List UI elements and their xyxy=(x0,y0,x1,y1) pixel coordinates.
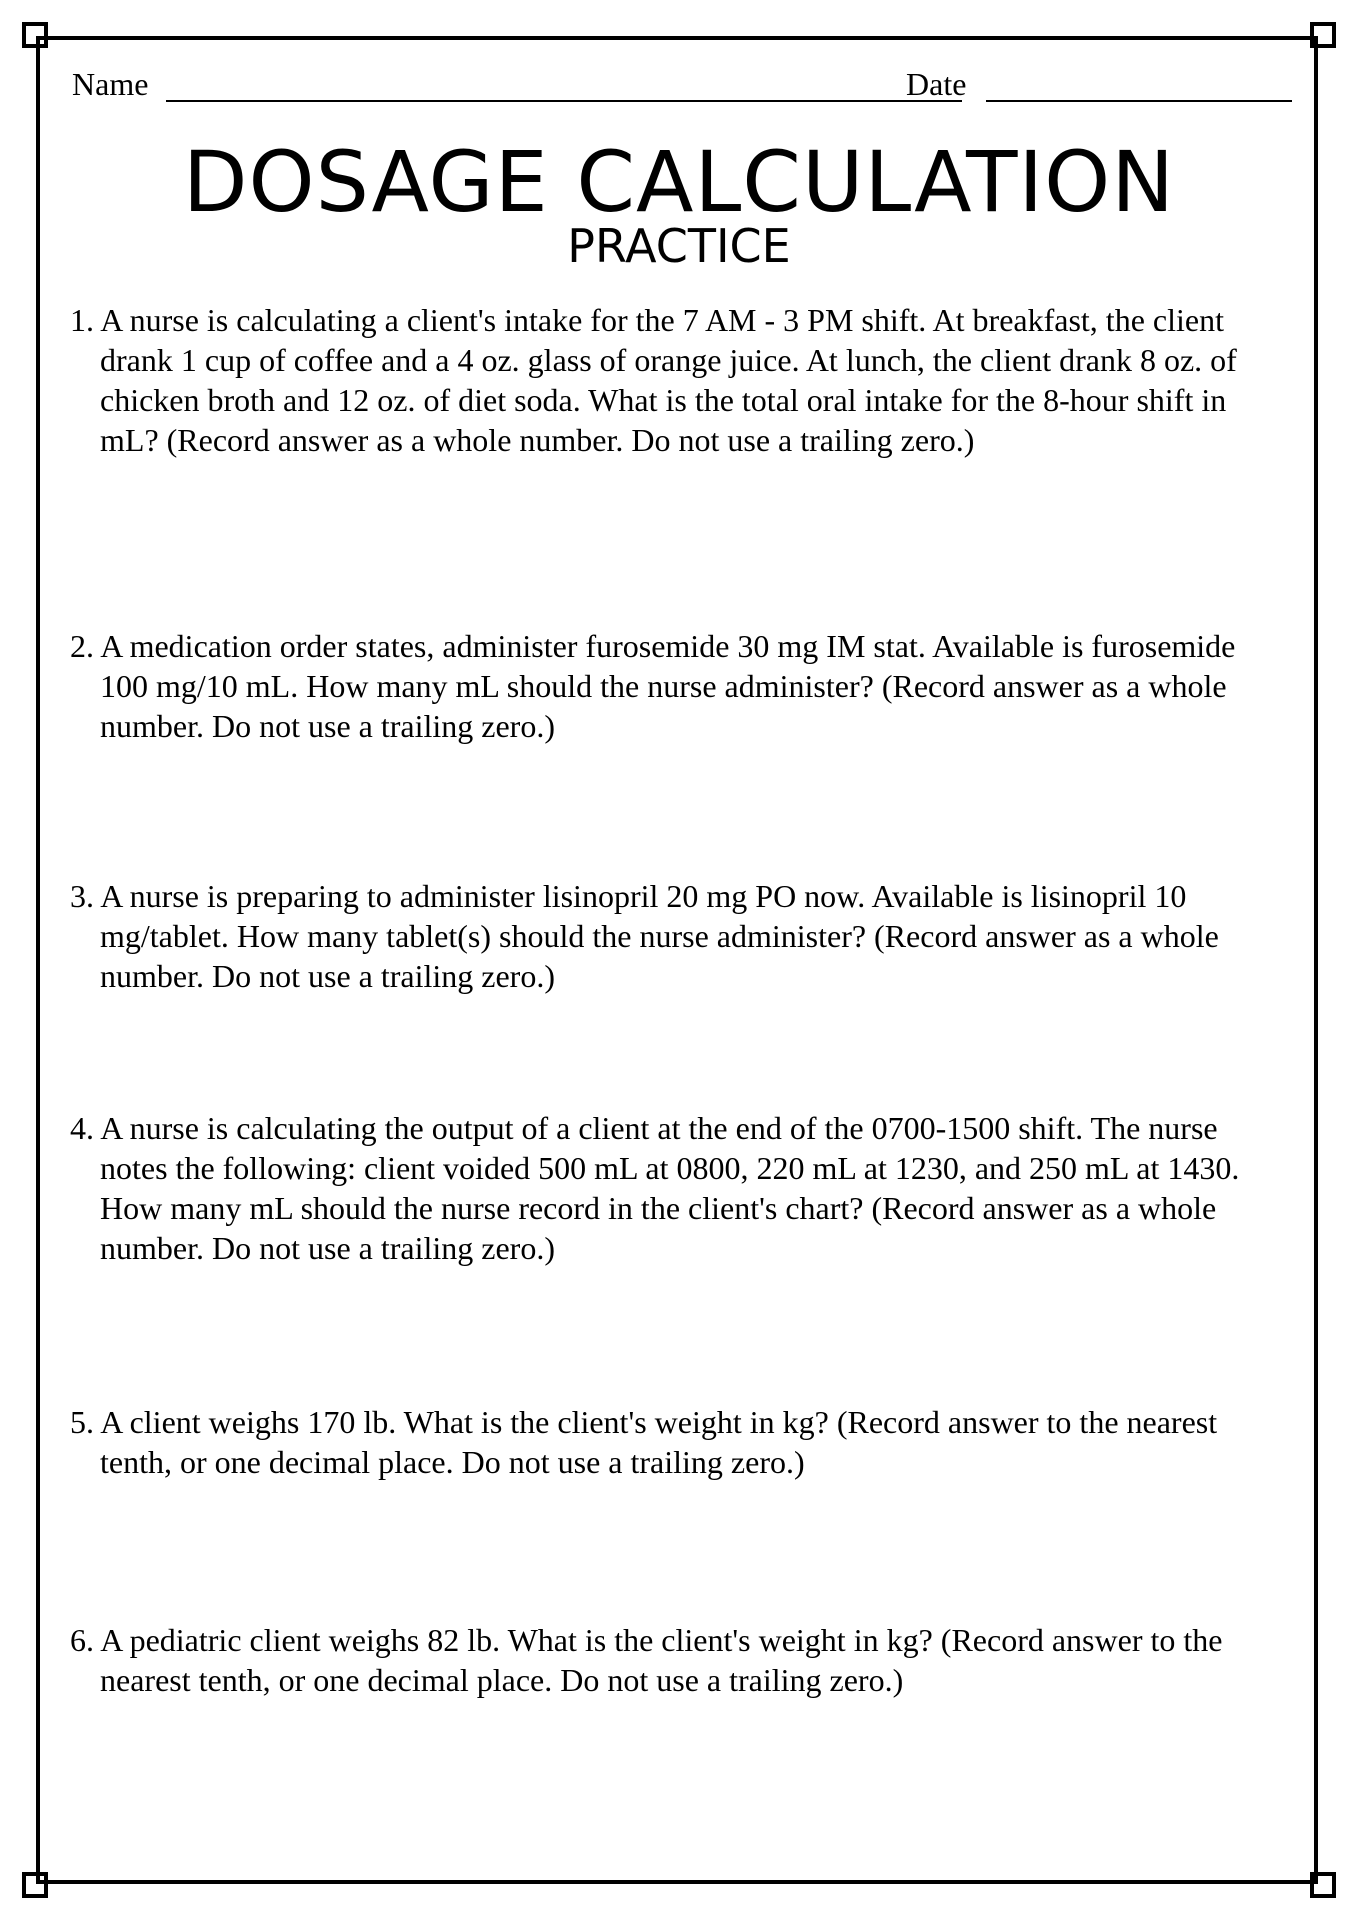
question-item xyxy=(70,1620,1290,1700)
question-number: 1. xyxy=(70,302,94,338)
corner-ornament-bottom-left xyxy=(22,1872,48,1898)
page-subtitle: PRACTICE xyxy=(567,219,791,273)
name-field-line[interactable] xyxy=(166,100,962,102)
question-number: 3. xyxy=(70,878,94,914)
date-label: Date xyxy=(906,66,967,102)
question-text: A nurse is calculating a client's intake for the 7 AM - 3 PM shift. At breakfast, the client drank 1 cup of coffee and a 4 oz. glass of orange juice. At lunch, the client drank 8 oz. of chicken broth and 12 oz. of diet soda. What is the total oral intake for the 8-hour shift in mL? (Record answer as a whole number. Do not use a trailing zero.) xyxy=(100,302,1237,458)
question-number: 5. xyxy=(70,1404,94,1440)
question-text: A medication order states, administer furosemide 30 mg IM stat. Available is furosemide 100 mg/10 mL. How many mL should the nurse administer? (Record answer as a whole number. Do not use a trailing zero.) xyxy=(100,628,1236,744)
question-text: A nurse is calculating the output of a client at the end of the 0700-1500 shift. The nurse notes the following: client voided 500 mL at 0800, 220 mL at 1230, and 250 mL at 1430. How many mL should the nurse record in the client's chart? (Record answer as a whole number. Do not use a trailing zero.) xyxy=(100,1110,1240,1266)
question-text: A pediatric client weighs 82 lb. What is the client's weight in kg? (Record answer to the nearest tenth, or one decimal place. Do not use a trailing zero.) xyxy=(100,1622,1223,1698)
question-item xyxy=(70,1402,1290,1482)
question-item xyxy=(70,1108,1290,1268)
question-text: A client weighs 170 lb. What is the client's weight in kg? (Record answer to the nearest tenth, or one decimal place. Do not use a trailing zero.) xyxy=(100,1404,1218,1480)
header-fields xyxy=(72,62,1292,106)
question-item xyxy=(70,876,1290,996)
page-title: DOSAGE CALCULATION xyxy=(182,133,1176,231)
corner-ornament-top-right xyxy=(1310,22,1336,48)
name-label: Name xyxy=(72,66,149,102)
date-field-line[interactable] xyxy=(986,100,1292,102)
question-item xyxy=(70,626,1290,746)
corner-ornament-top-left xyxy=(22,22,48,48)
question-number: 2. xyxy=(70,628,94,664)
question-text: A nurse is preparing to administer lisinopril 20 mg PO now. Available is lisinopril 10 mg/tablet. How many tablet(s) should the nurse administer? (Record answer as a whole number. Do not use a trailing zero.) xyxy=(100,878,1219,994)
question-number: 4. xyxy=(70,1110,94,1146)
question-number: 6. xyxy=(70,1622,94,1658)
corner-ornament-bottom-right xyxy=(1310,1872,1336,1898)
question-item xyxy=(70,300,1290,460)
